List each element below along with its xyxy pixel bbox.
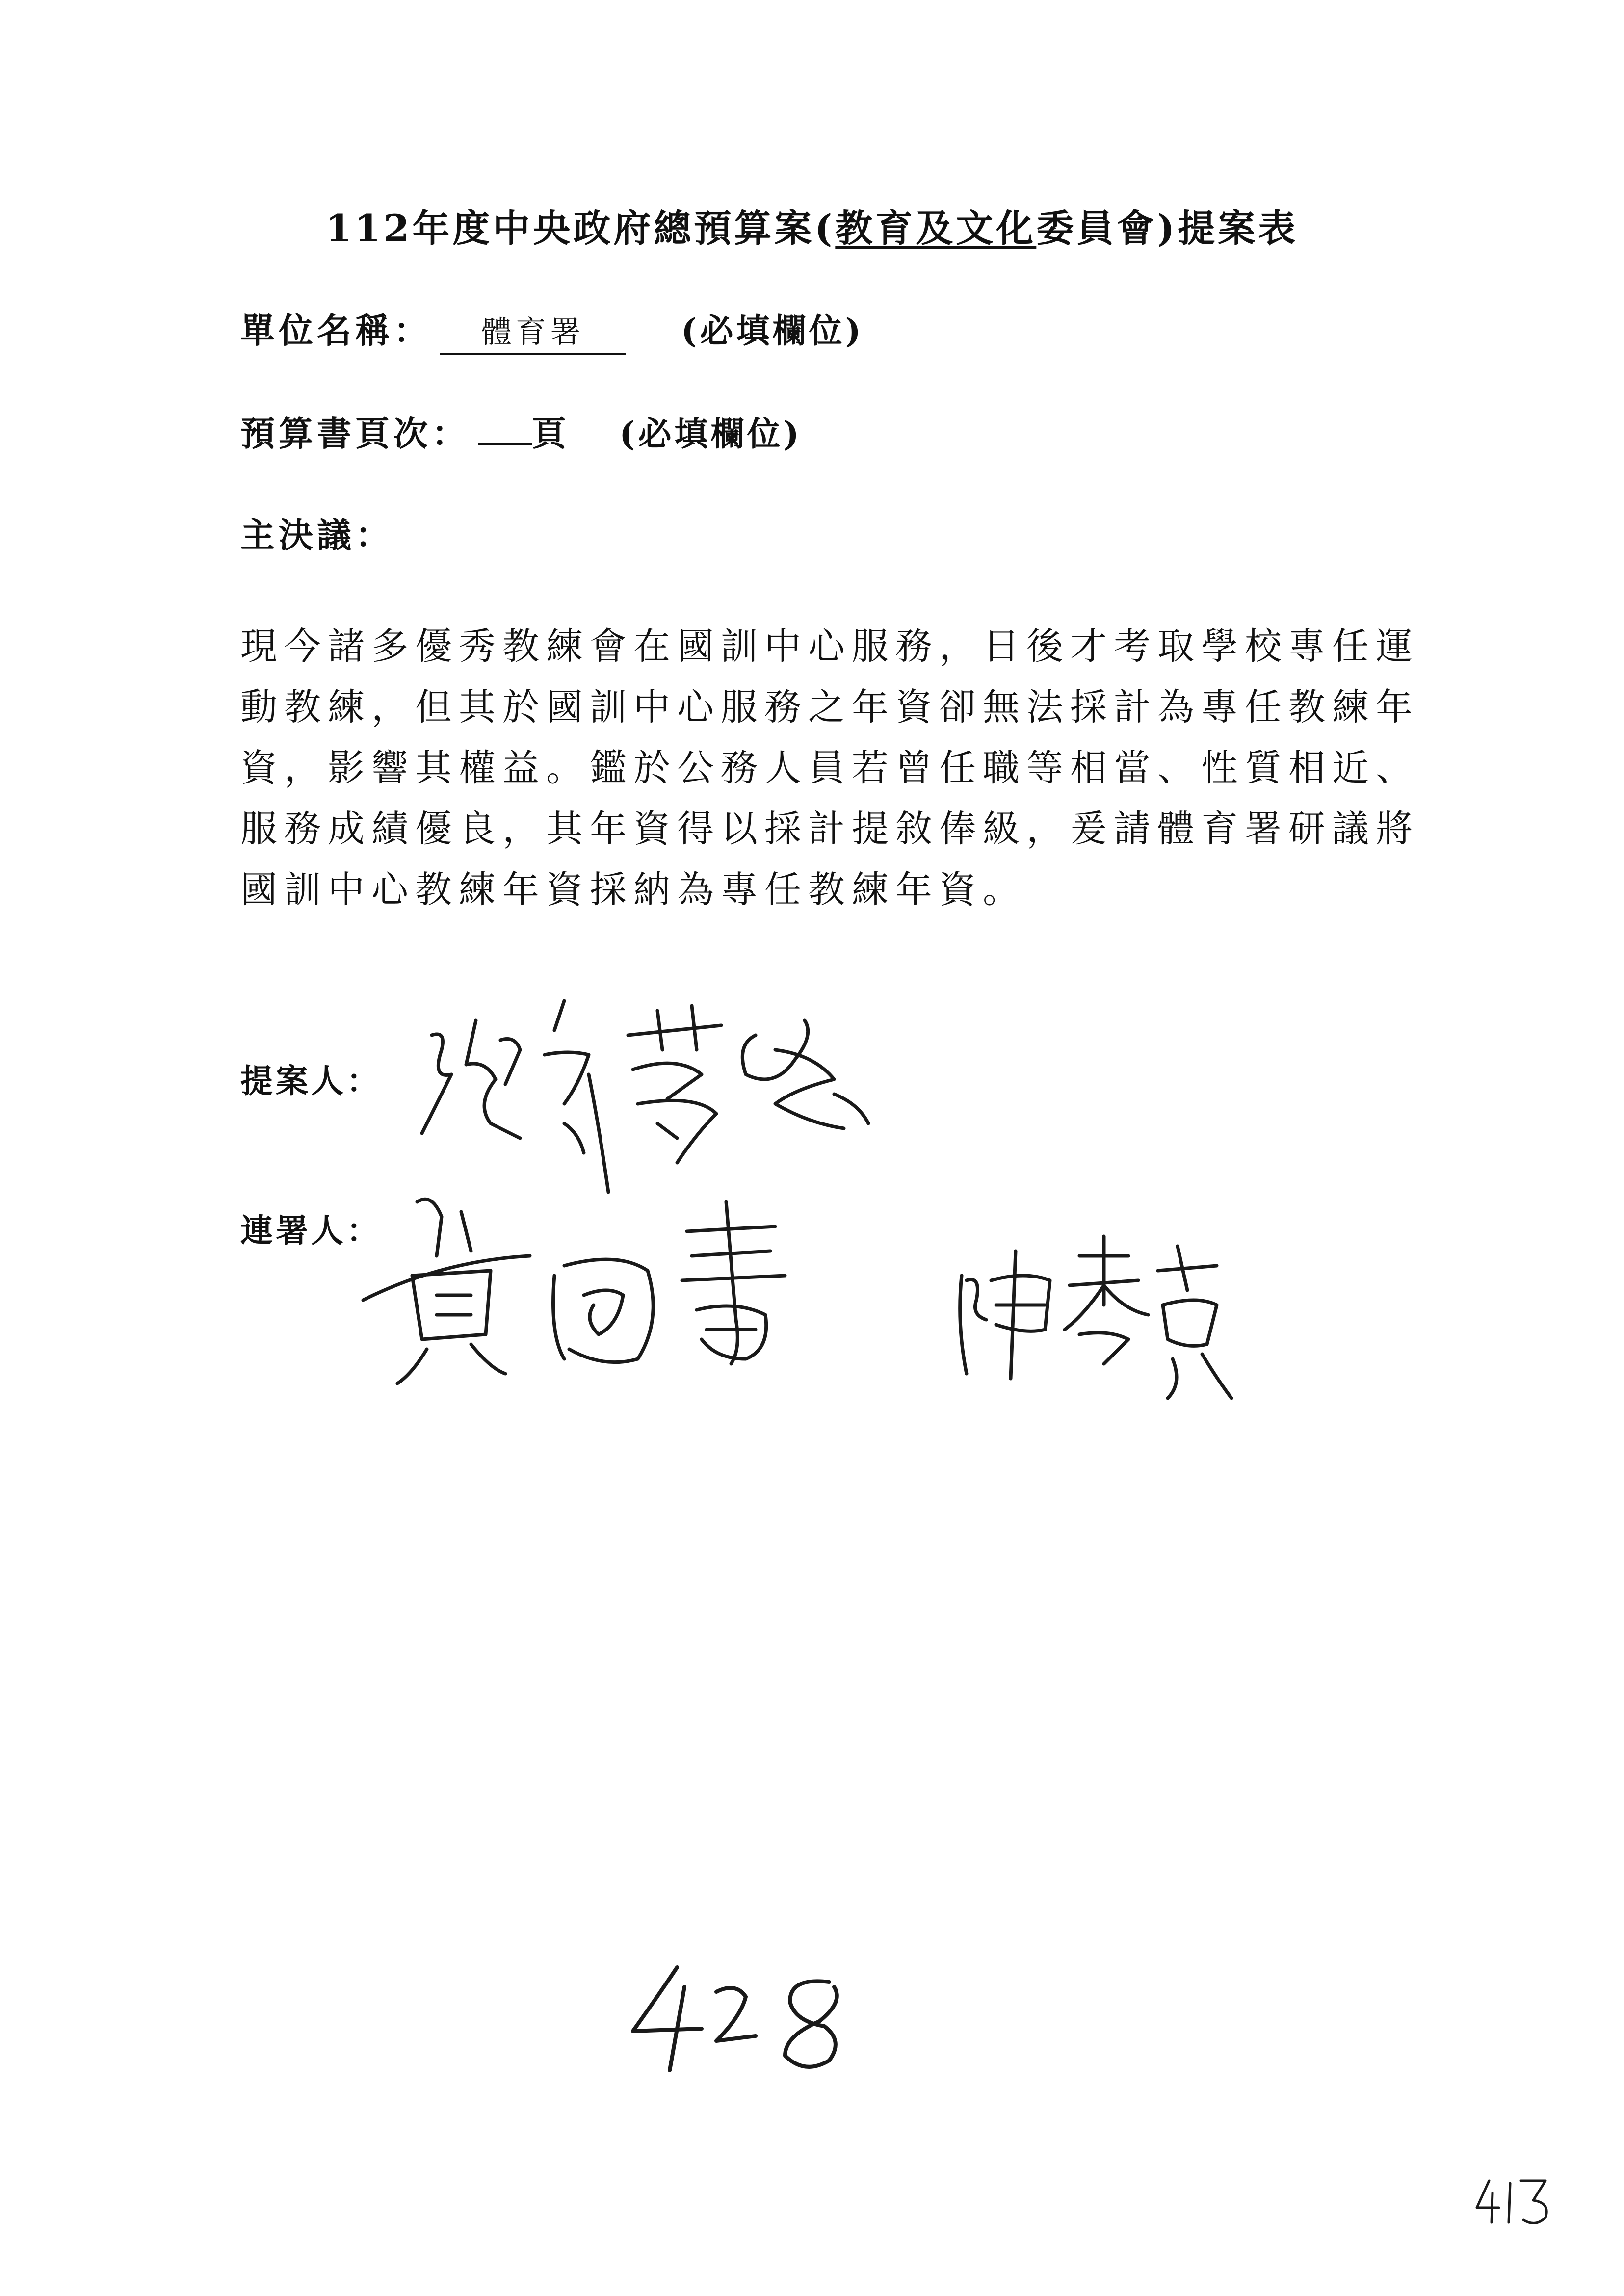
budget-page-row	[240, 406, 802, 456]
handwritten-number-428	[623, 1957, 898, 2085]
cosigner-signature-1	[343, 1173, 1006, 1398]
cosigner-signature-2	[942, 1217, 1246, 1413]
page-required-note: (必填欄位)	[619, 415, 802, 454]
budget-page-value	[478, 443, 532, 445]
title-suffix: 委員會)提案表	[1036, 207, 1299, 250]
unit-required-note: (必填欄位)	[681, 312, 864, 351]
title-prefix: 112年度中央政府總預算案(	[325, 207, 836, 250]
main-resolution-row	[240, 508, 393, 557]
handwritten-page-number	[1472, 2173, 1560, 2232]
resolution-body	[240, 616, 1433, 920]
unit-name-row	[240, 303, 864, 355]
unit-name-label: 單位名稱：	[240, 310, 432, 351]
document-title	[0, 199, 1624, 252]
unit-name-value: 體育署	[440, 312, 626, 355]
main-resolution-label: 主決議：	[240, 515, 393, 555]
budget-page-unit: 頁	[532, 413, 569, 454]
proposer-label: 提案人：	[240, 1062, 382, 1100]
cosigner-label: 連署人：	[240, 1211, 382, 1250]
body-line: 國訓中心教練年資採納為專任教練年資。	[240, 868, 1027, 911]
title-committee-underlined: 教育及文化	[835, 207, 1037, 250]
body-line: 動教練，但其於國訓中心服務之年資卻無法採計為專任教練年	[240, 685, 1420, 729]
body-line: 資，影響其權益。鑑於公務人員若曾任職等相當、性質相近、	[240, 746, 1420, 789]
body-line: 現今諸多優秀教練會在國訓中心服務，日後才考取學校專任運	[240, 625, 1420, 668]
body-line: 服務成績優良，其年資得以採計提敘俸級，爰請體育署研議將	[240, 807, 1420, 850]
budget-page-label: 預算書頁次：	[240, 413, 470, 454]
